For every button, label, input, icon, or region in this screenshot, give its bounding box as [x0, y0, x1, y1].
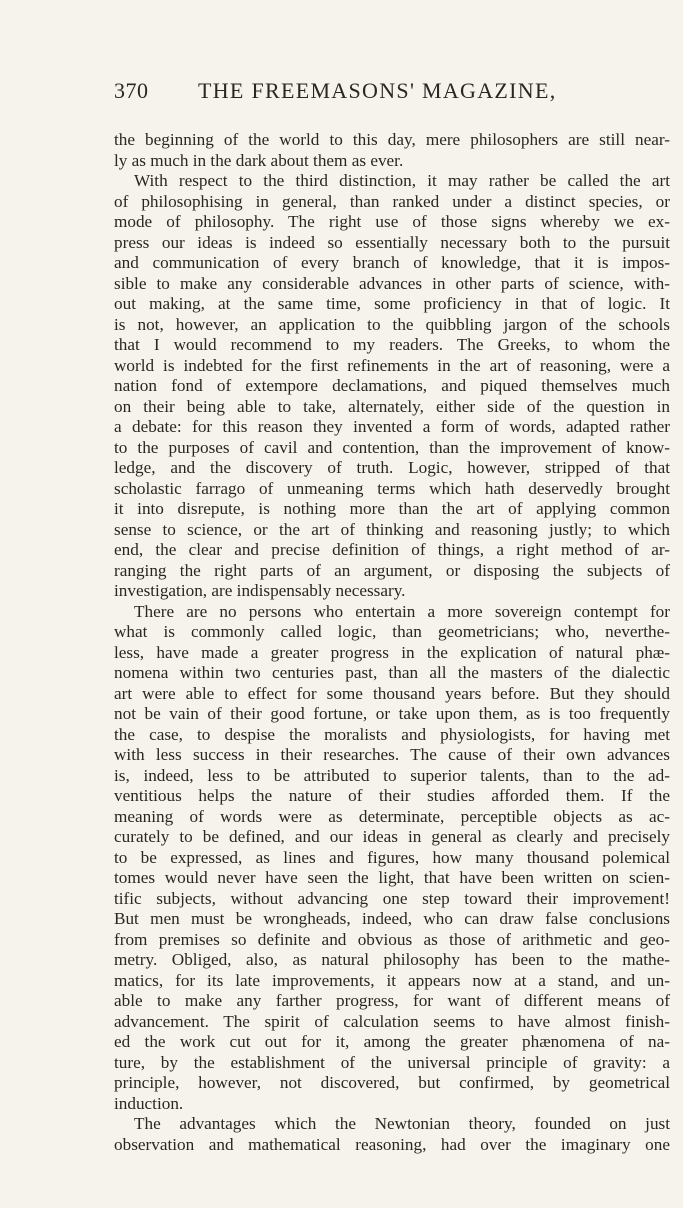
- text-line: press our ideas is indeed so essentially necessary both to the pursuit: [114, 232, 670, 252]
- text-line: ledge, and the discovery of truth. Logic, however, stripped of that: [114, 458, 670, 477]
- text-line: But men must be wrongheads, indeed, who can draw false conclusions: [114, 909, 670, 928]
- text-line: meaning of words were as determinate, perceptible objects as ac-: [114, 806, 670, 826]
- text-line: observation and mathematical reasoning, had over the imaginary one: [114, 1134, 670, 1154]
- text-line: and communication of every branch of knowledge, that it is impos-: [114, 253, 670, 272]
- text-line: able to make any farther progress, for want of different means of: [114, 991, 670, 1010]
- text-line: principle, however, not discovered, but confirmed, by geometrical: [114, 1073, 670, 1092]
- running-head: THE FREEMASONS' MAGAZINE,: [198, 78, 557, 103]
- text-line: not be vain of their good fortune, or take upon them, as is too frequently: [114, 704, 670, 723]
- page-number: 370: [114, 78, 149, 103]
- text-line: ly as much in the dark about them as ever.: [114, 150, 404, 170]
- text-line: There are no persons who entertain a more sovereign contempt for: [134, 601, 670, 621]
- text-line: sense to science, or the art of thinking and reasoning justly; to which: [114, 519, 670, 539]
- text-line: metry. Obliged, also, as natural philosophy has been to the mathe-: [114, 950, 670, 969]
- body-text: [114, 130, 670, 1155]
- text-line: end, the clear and precise definition of things, a right method of ar-: [114, 540, 670, 559]
- text-line: world is indebted for the first refinements in the art of reasoning, were a: [114, 355, 670, 375]
- text-line: investigation, are indispensably necessary.: [114, 581, 406, 600]
- text-line: matics, for its late improvements, it appears now at a stand, and un-: [114, 970, 670, 990]
- page-header: [114, 78, 670, 108]
- text-line: from premises so definite and obvious as those of arithmetic and geo-: [114, 929, 670, 949]
- text-line: ventitious helps the nature of their studies afforded them. If the: [114, 786, 670, 805]
- text-line: The advantages which the Newtonian theory, founded on just: [134, 1114, 670, 1133]
- text-line: of philosophising in general, than ranked under a distinct species, or: [114, 191, 670, 211]
- text-line: is not, however, an application to the quibbling jargon of the schools: [114, 314, 670, 334]
- text-line: induction.: [114, 1093, 184, 1113]
- text-line: with less success in their researches. The cause of their own advances: [114, 745, 670, 764]
- text-line: advancement. The spirit of calculation seems to have almost finish-: [114, 1011, 670, 1031]
- text-line: the beginning of the world to this day, mere philosophers are still near-: [114, 130, 670, 149]
- text-line: nation fond of extempore declamations, and piqued themselves much: [114, 376, 670, 395]
- text-line: With respect to the third distinction, it may rather be called the art: [134, 171, 670, 190]
- text-line: out making, at the same time, some proficiency in that of logic. It: [114, 294, 670, 313]
- text-line: tomes would never have seen the light, that have been written on scien-: [114, 868, 670, 887]
- text-line: to be expressed, as lines and figures, how many thousand polemical: [114, 847, 670, 867]
- text-line: is, indeed, less to be attributed to superior talents, than to the ad-: [114, 765, 670, 785]
- text-line: nomena within two centuries past, than all the masters of the dialectic: [114, 663, 670, 682]
- text-line: sible to make any considerable advances in other parts of science, with-: [114, 273, 670, 293]
- text-line: ture, by the establishment of the universal principle of gravity: a: [114, 1052, 670, 1072]
- text-line: it into disrepute, is nothing more than the art of applying common: [114, 499, 670, 518]
- text-line: ranging the right parts of an argument, or disposing the subjects of: [114, 560, 670, 580]
- text-line: less, have made a greater progress in the explication of natural phæ-: [114, 642, 670, 662]
- text-line: ed the work cut out for it, among the greater phænomena of na-: [114, 1032, 670, 1051]
- text-line: curately to be defined, and our ideas in general as clearly and precisely: [114, 827, 670, 846]
- text-line: what is commonly called logic, than geometricians; who, neverthe-: [114, 622, 670, 641]
- text-line: art were able to effect for some thousand years before. But they should: [114, 683, 670, 703]
- paragraph: [114, 602, 670, 1115]
- paragraph: [114, 1114, 670, 1155]
- text-line: scholastic farrago of unmeaning terms which hath deservedly brought: [114, 478, 670, 498]
- text-line: tific subjects, without advancing one step toward their improvement!: [114, 888, 670, 908]
- text-line: mode of philosophy. The right use of those signs whereby we ex-: [114, 212, 670, 231]
- text-line: to the purposes of cavil and contention, than the improvement of know-: [114, 437, 670, 457]
- paragraph: [114, 171, 670, 602]
- text-line: that I would recommend to my readers. The Greeks, to whom the: [114, 335, 670, 354]
- text-line: the case, to despise the moralists and physiologists, for having met: [114, 724, 670, 744]
- paragraph: [114, 130, 670, 171]
- text-line: on their being able to take, alternately, either side of the question in: [114, 396, 670, 416]
- text-line: a debate: for this reason they invented a form of words, adapted rather: [114, 417, 670, 436]
